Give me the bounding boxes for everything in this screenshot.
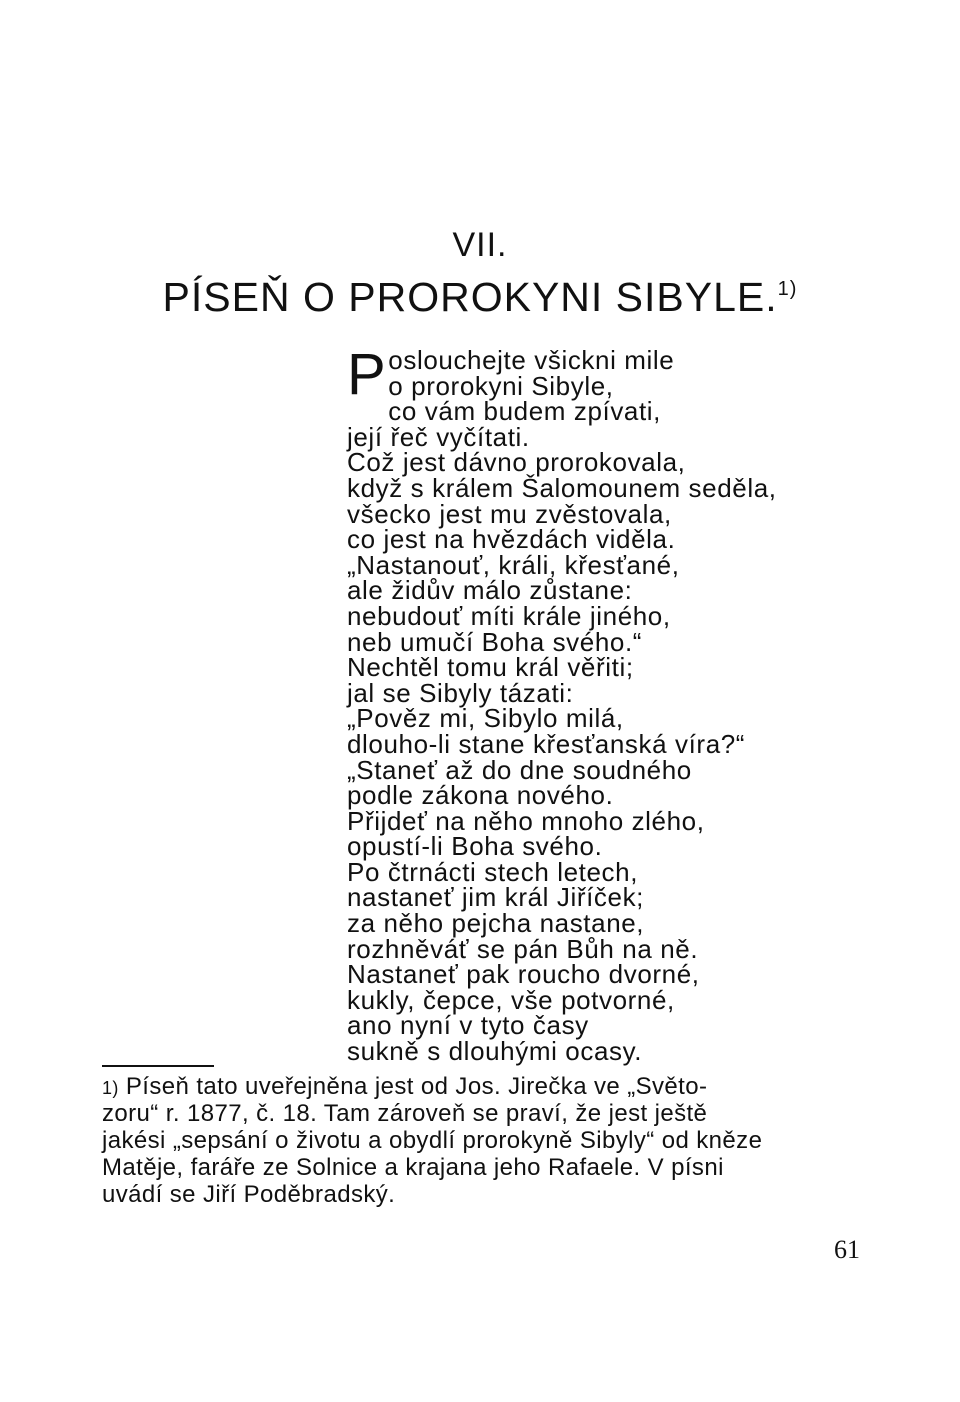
- poem-line: rozhněváť se pán Bůh na ně.: [347, 933, 699, 964]
- poem-line: Nechtěl tomu král věřiti;: [347, 652, 634, 683]
- poem-line: Což jest dávno prorokovala,: [347, 447, 686, 478]
- poem-line: co vám budem zpívati,: [388, 396, 662, 427]
- poem-line: když s králem Šalomounem seděla,: [347, 472, 777, 503]
- poem-line: „Nastanouť, králi, křesťané,: [347, 549, 680, 580]
- poem-line: ale židův málo zůstane:: [347, 575, 633, 606]
- poem-line: dlouho-li stane křesťanská víra?“: [347, 728, 746, 759]
- poem-line: Po čtrnácti stech letech,: [347, 856, 639, 887]
- footnote-line: zoru“ r. 1877, č. 18. Tam zároveň se praví, že jest ještě: [102, 1100, 708, 1127]
- page-number: 61: [834, 1235, 860, 1264]
- poem: [347, 344, 827, 1065]
- poem-line: opustí-li Boha svého.: [347, 831, 603, 862]
- poem-line: za něho pejcha nastane,: [347, 908, 645, 939]
- poem-line-text: oslouchejte všickni mile: [388, 345, 675, 375]
- footnote-line: uvádí se Jiří Poděbradský.: [102, 1181, 396, 1208]
- poem-line: jal se Sibyly tázati:: [347, 677, 574, 708]
- poem-line: nastaneť jim král Jiříček;: [347, 882, 644, 913]
- page-title: [0, 274, 960, 321]
- poem-line: „Staneť až do dne soudného: [347, 754, 692, 785]
- footnote-line-text: Píseň tato uveřejněna jest od Jos. Jirečka ve „Světo-: [125, 1073, 708, 1100]
- poem-line: Přijdeť na něho mnoho zlého,: [347, 805, 705, 836]
- poem-line: podle zákona nového.: [347, 780, 614, 811]
- poem-line: ano nyní v tyto časy: [347, 1010, 589, 1041]
- poem-line: nebudouť míti krále jiného,: [347, 600, 671, 631]
- poem-line: o prorokyni Sibyle,: [388, 370, 614, 401]
- drop-cap: P: [347, 342, 387, 407]
- poem-line: kukly, čepce, vše potvorné,: [347, 984, 675, 1015]
- footnote-line: Matěje, faráře ze Solnice a krajana jeho Rafaele. V písni: [102, 1154, 724, 1181]
- poem-line: všecko jest mu zvěstovala,: [347, 498, 672, 529]
- title-text: PÍSEŇ O PROROKYNI SIBYLE.: [162, 274, 778, 320]
- footnote: [102, 1073, 862, 1208]
- poem-line: sukně s dlouhými ocasy.: [347, 1036, 643, 1067]
- poem-line: její řeč vyčítati.: [347, 421, 530, 452]
- footnote-divider: [102, 1065, 214, 1067]
- poem-line: neb umučí Boha svého.“: [347, 626, 643, 657]
- chapter-number: VII.: [452, 226, 508, 264]
- title-footnote-mark: 1): [777, 278, 798, 300]
- poem-line: co jest na hvězdách viděla.: [347, 524, 676, 555]
- footnote-line: [102, 1073, 862, 1100]
- footnote-mark: 1): [102, 1078, 119, 1098]
- poem-line: Nastaneť pak roucho dvorné,: [347, 959, 700, 990]
- poem-line: „Pověz mi, Sibylo milá,: [347, 703, 624, 734]
- footnote-line: jakési „sepsání o životu a obydlí prorokyně Sibyly“ od kněze: [102, 1127, 763, 1154]
